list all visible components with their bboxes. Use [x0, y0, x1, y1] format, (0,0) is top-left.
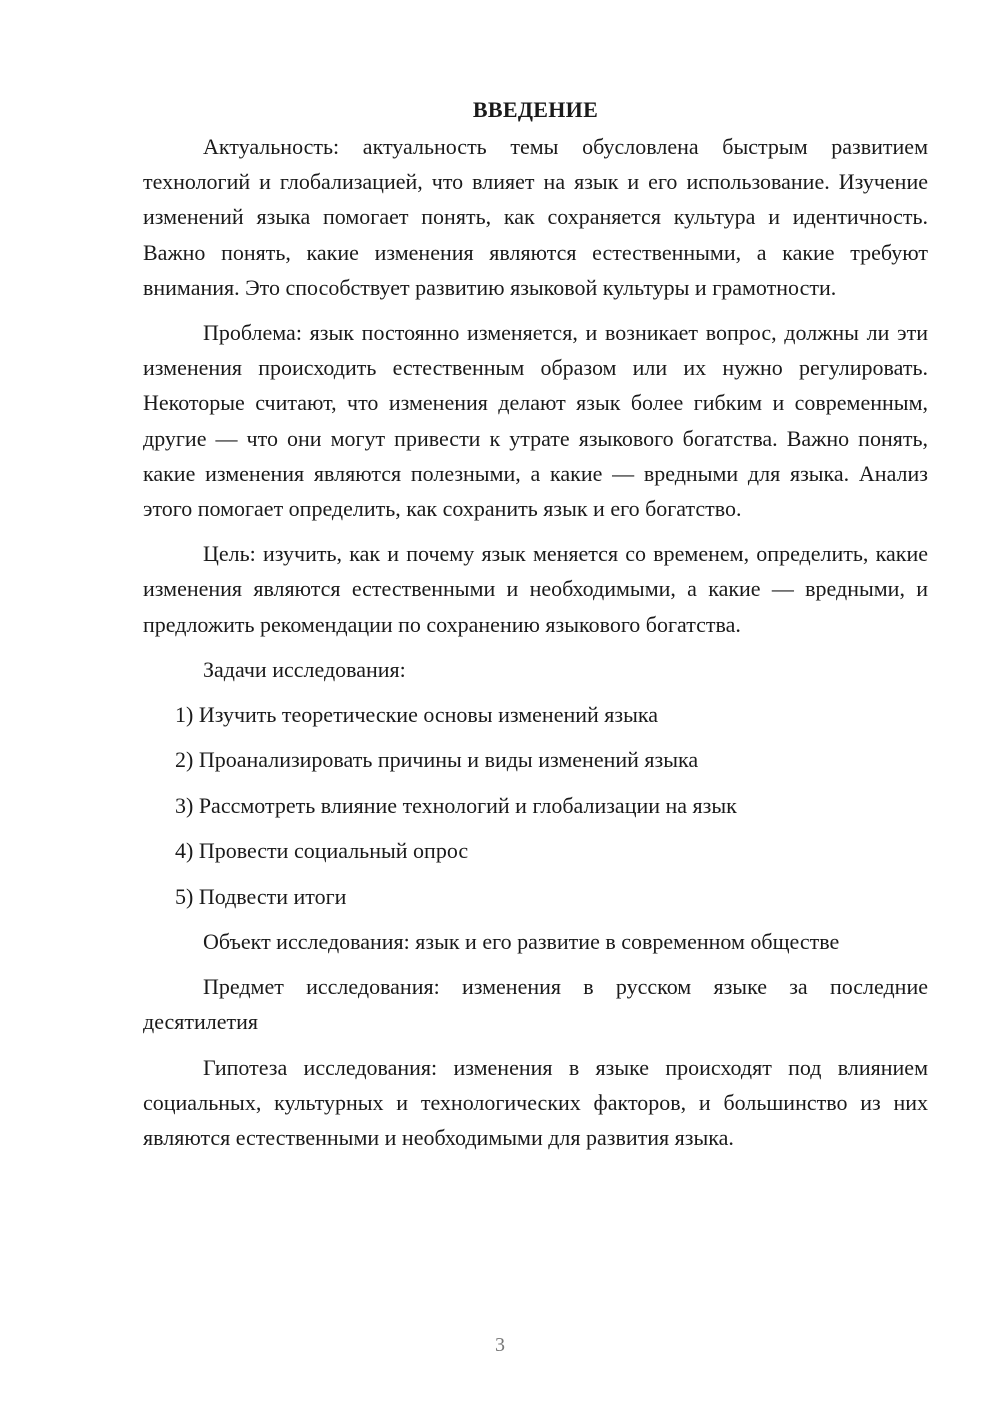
paragraph-goal: Цель: изучить, как и почему язык меняется со временем, определить, какие изменения являются естественными и необходимыми, а какие — вредными, и предложить рекомендации по сохранению языкового богатства.: [143, 541, 928, 637]
paragraph-hypothesis: Гипотеза исследования: изменения в языке происходят под влиянием социальных, культурных и технологических факторов, и большинство из них являются естественными и необходимыми для развития языка.: [143, 1054, 928, 1151]
page-title: ВВЕДЕНИЕ: [472, 97, 599, 122]
page-number: 3: [495, 1334, 505, 1356]
document-page: [143, 95, 928, 1165]
paragraph-problem: Проблема: язык постоянно изменяется, и возникает вопрос, должны ли эти изменения происходить естественным образом или их нужно регулировать. Некоторые считают, что изменения делают язык более гибким и современным, другие — что они могут привести к утрате языкового богатства. Важно понять, какие изменения являются полезными, а какие — вредными для языка. Анализ этого помогает определить, как сохранить язык и его богатство.: [143, 320, 928, 522]
paragraph-object: Объект исследования: язык и его развитие в современном обществе: [203, 929, 840, 954]
list-item: 5) Подвести итоги: [175, 883, 347, 909]
list-item: 3) Рассмотреть влияние технологий и глобализации на язык: [175, 792, 737, 818]
paragraph-relevance: Актуальность: актуальность темы обусловлена быстрым развитием технологий и глобализацией, что влияет на язык и его использование. Изучение изменений языка помогает понять, как сохраняется культура и идентичность. Важно понять, какие изменения являются естественными, а какие требуют внимания. Это способствует развитию языковой культуры и грамотности.: [143, 134, 928, 300]
paragraph-subject: Предмет исследования: изменения в русском языке за последние десятилетия: [143, 974, 928, 1035]
list-item: 1) Изучить теоретические основы изменений языка: [175, 702, 658, 728]
list-item: 4) Провести социальный опрос: [175, 838, 469, 864]
tasks-list: [143, 697, 928, 914]
list-item: 2) Проанализировать причины и виды изменений языка: [175, 747, 699, 773]
tasks-heading: Задачи исследования:: [203, 656, 406, 682]
